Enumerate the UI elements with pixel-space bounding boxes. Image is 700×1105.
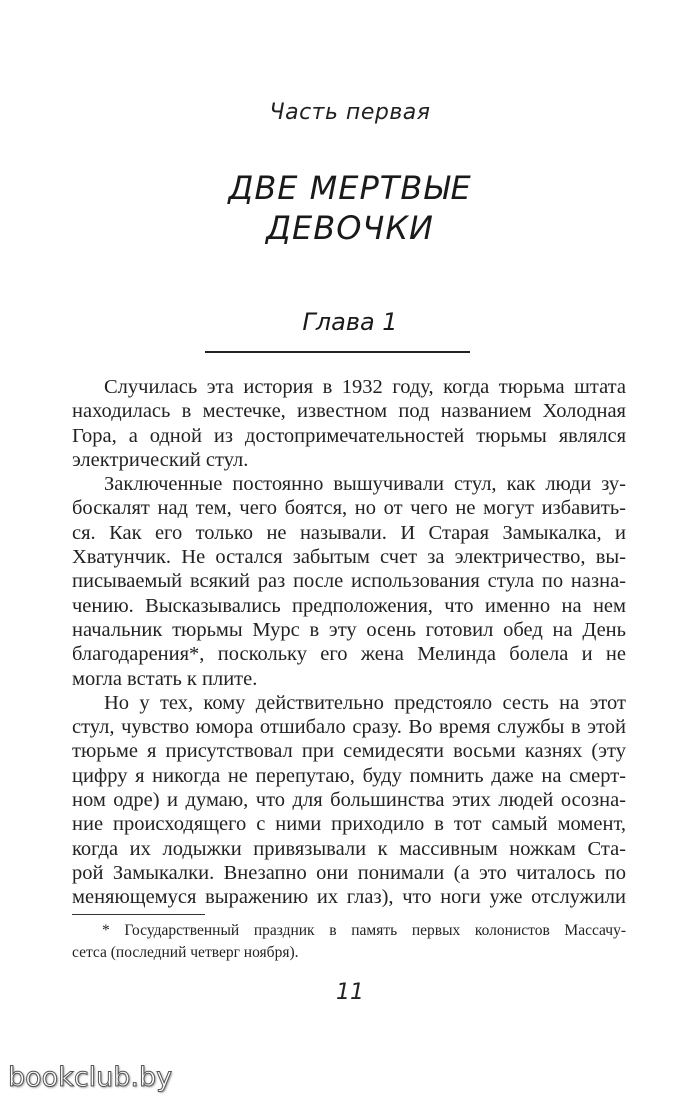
body-line: чению. Высказывались предположения, что именно на нем: [72, 594, 626, 617]
body-line: цифру я никогда не перепутаю, буду помнить даже на смерт-: [72, 764, 626, 787]
body-line: Хватунчик. Не остался забытым счет за электричество, вы-: [72, 546, 626, 569]
body-line: благодарения*, поскольку его жена Мелинда болела и не: [72, 643, 626, 666]
footnote-divider: [72, 914, 205, 915]
body-line: ном одре) и думаю, что для большинства этих людей осозна-: [72, 789, 626, 812]
part-title-line: ДЕВОЧКИ: [266, 209, 434, 247]
body-line: когда их лодыжки привязывали к массивным ножкам Ста-: [72, 837, 626, 860]
body-line: стул, чувство юмора отшибало сразу. Во время службы в этой: [72, 716, 626, 739]
body-line: рой Замыкалки. Внезапно они понимали (а это читалось по: [72, 861, 626, 884]
body-line: ся. Как его только не называли. И Старая Замыкалка, и: [72, 521, 626, 544]
body-line: боскалят над тем, чего боятся, но от чего не могут избавить-: [72, 497, 626, 520]
footnote-line: * Государственный праздник в память первых колонистов Массачу-: [102, 922, 626, 939]
chapter-heading: Глава 1: [302, 308, 398, 336]
watermark-logo: bookclub.by: [8, 1062, 173, 1093]
part-title-line: ДВЕ МЕРТВЫЕ: [228, 169, 472, 207]
chapter-divider: [205, 351, 470, 353]
part-title: [0, 168, 700, 248]
body-line: начальник тюрьмы Мурс в эту осень готовил обед на День: [72, 618, 626, 641]
body-line: Случилась эта история в 1932 году, когда тюрьма штата: [104, 376, 626, 398]
body-line: Заключенные постоянно вышучивали стул, как люди зу-: [104, 473, 626, 496]
body-line: Но у тех, кому действительно предстояло сесть на этот: [104, 691, 626, 714]
body-line: ние происходящего с ними приходило в тот самый момент,: [72, 813, 626, 836]
body-line: находилась в местечке, известном под названием Холодная: [72, 400, 626, 423]
body-line: электрический стул.: [72, 448, 249, 471]
body-line: Гора, а одной из достопримечательностей тюрьмы являлся: [72, 424, 626, 447]
page-number: 11: [336, 980, 364, 1005]
part-heading: Часть первая: [269, 100, 431, 125]
body-line: тюрьме я присутствовал при семидесяти восьми казнях (эту: [72, 740, 626, 763]
body-line: писываемый всякий раз после использования стула по назна-: [72, 570, 626, 593]
body-line: меняющемуся выражению их глаз), что ноги уже отслужили: [72, 886, 626, 909]
body-line: могла встать к плите.: [72, 667, 258, 690]
body-text: [72, 375, 626, 910]
footnote: [72, 920, 626, 964]
footnote-line: сетса (последний четверг ноября).: [72, 944, 299, 961]
